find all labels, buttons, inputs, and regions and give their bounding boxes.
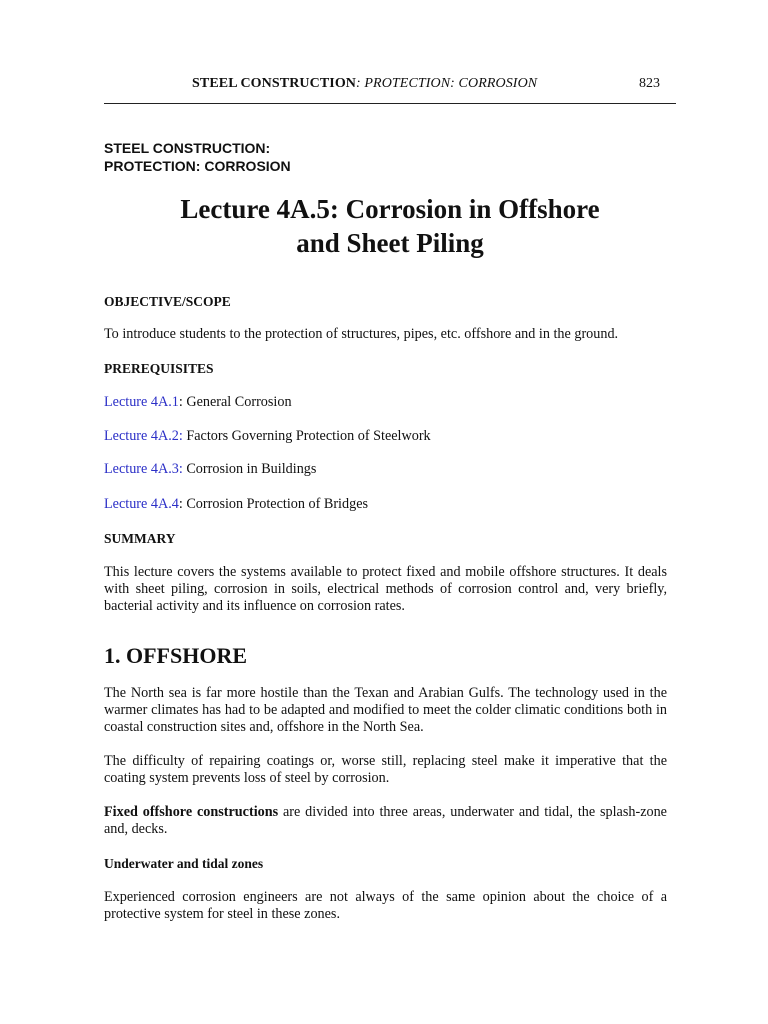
offshore-paragraph-2: The difficulty of repairing coatings or, worse still, replacing steel make it imperative that the coating system prevents loss of steel by corrosion. (104, 753, 667, 786)
prerequisite-text: : General Corrosion (178, 394, 292, 410)
running-header (192, 76, 537, 92)
offshore-heading: 1. OFFSHORE (104, 643, 248, 668)
objective-text: To introduce students to the protection of structures, pipes, etc. offshore and in the ground. (104, 326, 619, 342)
prerequisite-item (104, 394, 667, 411)
prerequisite-link[interactable]: Lecture 4A.4 (104, 496, 179, 512)
prerequisite-link[interactable]: Lecture 4A.3: (104, 461, 183, 477)
fixed-offshore-rest: are divided into three areas, underwater and tidal, the splash-zone and, decks. (104, 804, 667, 837)
lecture-title-line2: and Sheet Piling (296, 228, 484, 258)
section-label (104, 139, 291, 175)
summary-text: This lecture covers the systems available to protect fixed and mobile offshore structures. It deals with sheet piling, corrosion in soils, electrical methods of corrosion control and, very briefly, bacterial activity and its influence on corrosion rates. (104, 564, 667, 614)
prerequisite-link[interactable]: Lecture 4A.2: (104, 428, 183, 444)
objective-heading: OBJECTIVE/SCOPE (104, 294, 231, 309)
offshore-paragraph-4: Experienced corrosion engineers are not always of the same opinion about the choice of a protective system for steel in these zones. (104, 889, 667, 922)
fixed-offshore-term: Fixed offshore constructions (104, 804, 279, 820)
prerequisite-item (104, 496, 667, 513)
header-rule (104, 103, 676, 104)
prerequisite-text: Factors Governing Protection of Steelwork (182, 428, 431, 444)
prerequisite-text: : Corrosion Protection of Bridges (178, 496, 369, 512)
section-label-line2: PROTECTION: CORROSION (104, 158, 291, 174)
section-label-line1: STEEL CONSTRUCTION: (104, 140, 271, 156)
header-title: STEEL CONSTRUCTION (192, 76, 357, 91)
header-subtitle: : PROTECTION: CORROSION (356, 76, 538, 91)
lecture-title (104, 192, 676, 260)
prerequisite-item (104, 461, 667, 478)
underwater-subheading: Underwater and tidal zones (104, 856, 264, 871)
prerequisite-link[interactable]: Lecture 4A.1 (104, 394, 179, 410)
prerequisite-item (104, 428, 667, 445)
offshore-paragraph-3 (104, 804, 667, 838)
page-number: 823 (639, 76, 660, 91)
prerequisite-text: Corrosion in Buildings (182, 461, 317, 477)
prerequisites-heading: PREREQUISITES (104, 361, 214, 376)
lecture-title-line1: Lecture 4A.5: Corrosion in Offshore (180, 194, 600, 224)
offshore-paragraph-1: The North sea is far more hostile than the Texan and Arabian Gulfs. The technology used in the warmer climates has had to be adapted and modified to meet the colder climatic conditions both in coastal construction sites and, offshore in the North Sea. (104, 685, 667, 735)
summary-heading: SUMMARY (104, 531, 176, 546)
